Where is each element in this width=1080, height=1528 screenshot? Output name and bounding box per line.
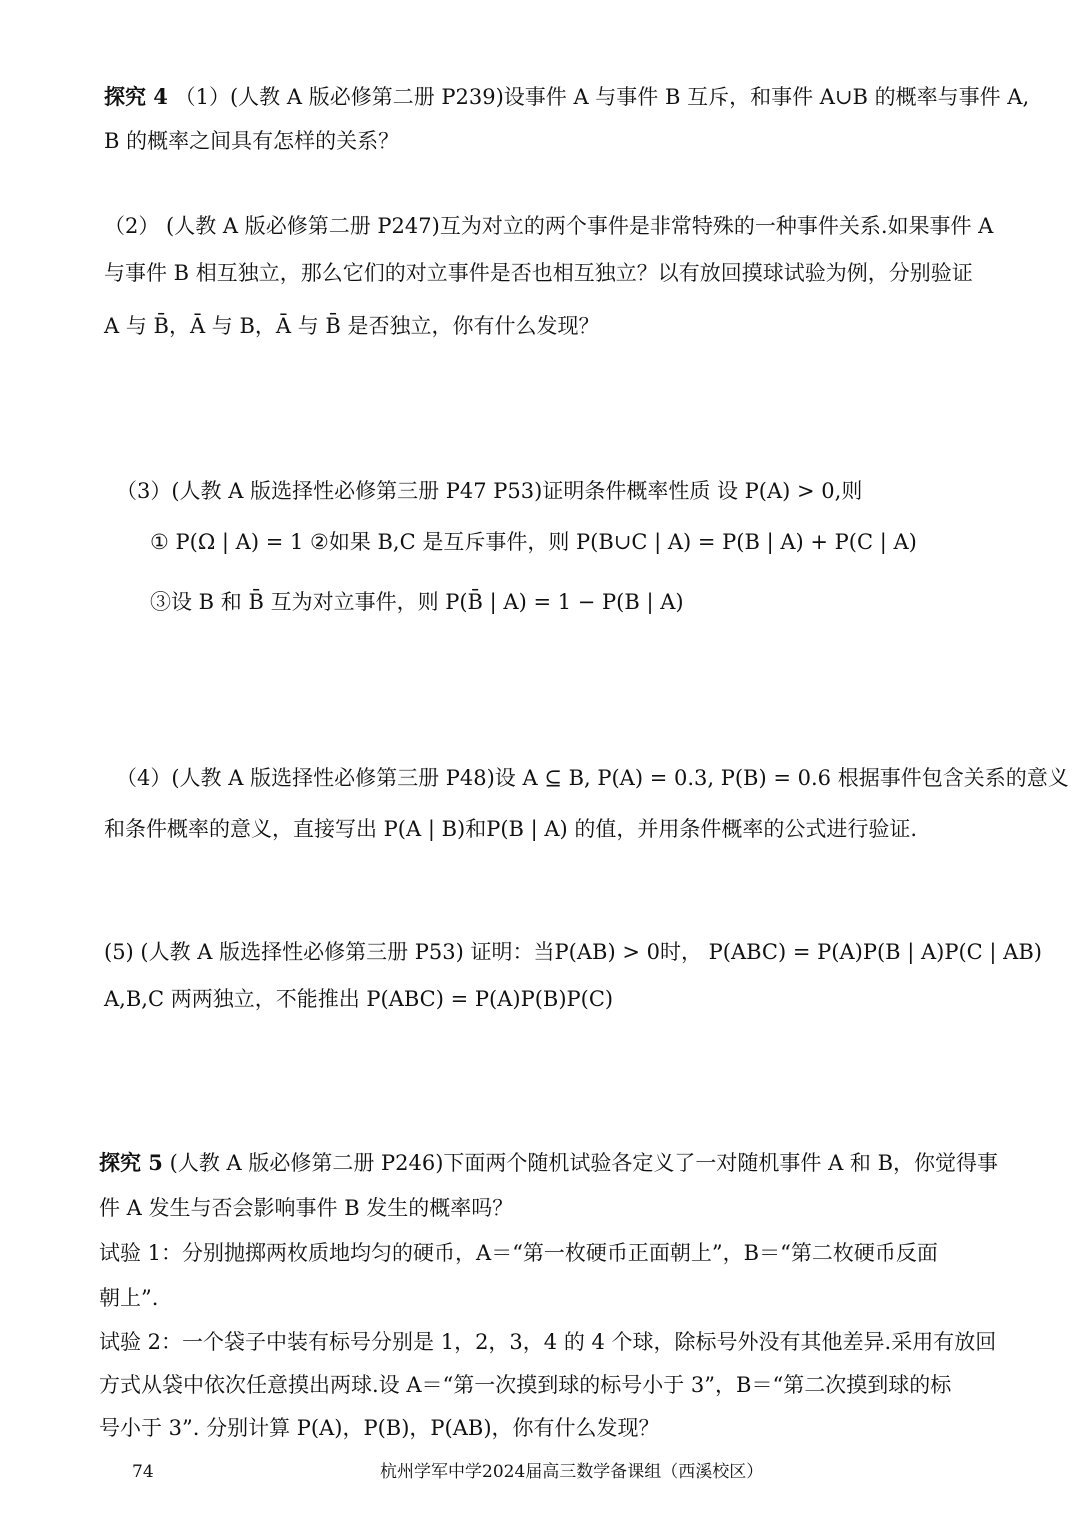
explore4-q4-line2: 和条件概率的意义，直接写出 P(A | B)和P(B | A) 的值，并用条件概率的公式进行验证. — [104, 817, 918, 841]
explore5-text: (人教 A 版必修第二册 P246)下面两个随机试验各定义了一对随机事件 A 和 B，你觉得事 — [169, 1151, 999, 1175]
explore5-trial1-line1: 试验 1：分别抛掷两枚质地均匀的硬币，A＝“第一枚硬币正面朝上”，B＝“第二枚硬币反面 — [99, 1241, 938, 1265]
explore4-label: 探究 4 — [104, 84, 168, 109]
explore5-trial2-line3: 号小于 3”. 分别计算 P(A)，P(B)，P(AB)，你有什么发现？ — [99, 1416, 660, 1440]
explore5-line1 — [99, 1148, 998, 1178]
explore4-q1-line1 — [104, 82, 1029, 112]
explore4-q5-line2: A,B,C 两两独立，不能推出 P(ABC) = P(A)P(B)P(C) — [104, 987, 614, 1011]
explore4-q1-text: （1）(人教 A 版必修第二册 P239)设事件 A 与事件 B 互斥，和事件 A∪B 的概率与事件 A, — [174, 85, 1030, 109]
explore4-q4-line1: （4）(人教 A 版选择性必修第三册 P48)设 A ⊆ B, P(A) = 0.3, P(B) = 0.6 根据事件包含关系的意义 — [116, 766, 1069, 790]
explore5-trial2-line2: 方式从袋中依次任意摸出两球.设 A＝“第一次摸到球的标号小于 3”，B＝“第二次摸到球的标 — [99, 1373, 952, 1397]
explore4-q3-line3: ③设 B 和 B̄ 互为对立事件，则 P(B̄ | A) = 1 − P(B | A) — [150, 590, 684, 614]
explore5-line2: 件 A 发生与否会影响事件 B 发生的概率吗？ — [99, 1196, 514, 1220]
page-number: 74 — [132, 1462, 154, 1482]
explore5-trial1-line2: 朝上”. — [99, 1286, 159, 1310]
explore5-trial2-line1: 试验 2：一个袋子中装有标号分别是 1，2，3，4 的 4 个球，除标号外没有其他差异.采用有放回 — [99, 1330, 997, 1354]
explore4-q3-line1: （3）(人教 A 版选择性必修第三册 P47 P53)证明条件概率性质 设 P(A) > 0,则 — [116, 479, 863, 503]
explore4-q3-line2: ① P(Ω | A) = 1 ②如果 B,C 是互斥事件，则 P(B∪C | A) = P(B | A) + P(C | A) — [150, 530, 917, 554]
explore5-label: 探究 5 — [99, 1150, 163, 1175]
explore4-q5-line1: (5) (人教 A 版选择性必修第三册 P53) 证明：当P(AB) > 0时， P(ABC) = P(A)P(B | A)P(C | AB) — [104, 940, 1042, 964]
footer-title: 杭州学军中学2024届高三数学备课组（西溪校区） — [380, 1462, 764, 1482]
explore4-q1-line2: B 的概率之间具有怎样的关系？ — [104, 129, 400, 153]
explore4-q2-line2: 与事件 B 相互独立，那么它们的对立事件是否也相互独立？以有放回摸球试验为例，分别验证 — [104, 261, 973, 285]
explore4-q2-line3: A 与 B̄，Ā 与 B，Ā 与 B̄ 是否独立，你有什么发现？ — [104, 314, 600, 338]
explore4-q2-line1: （2） (人教 A 版必修第二册 P247)互为对立的两个事件是非常特殊的一种事件关系.如果事件 A — [104, 214, 994, 238]
